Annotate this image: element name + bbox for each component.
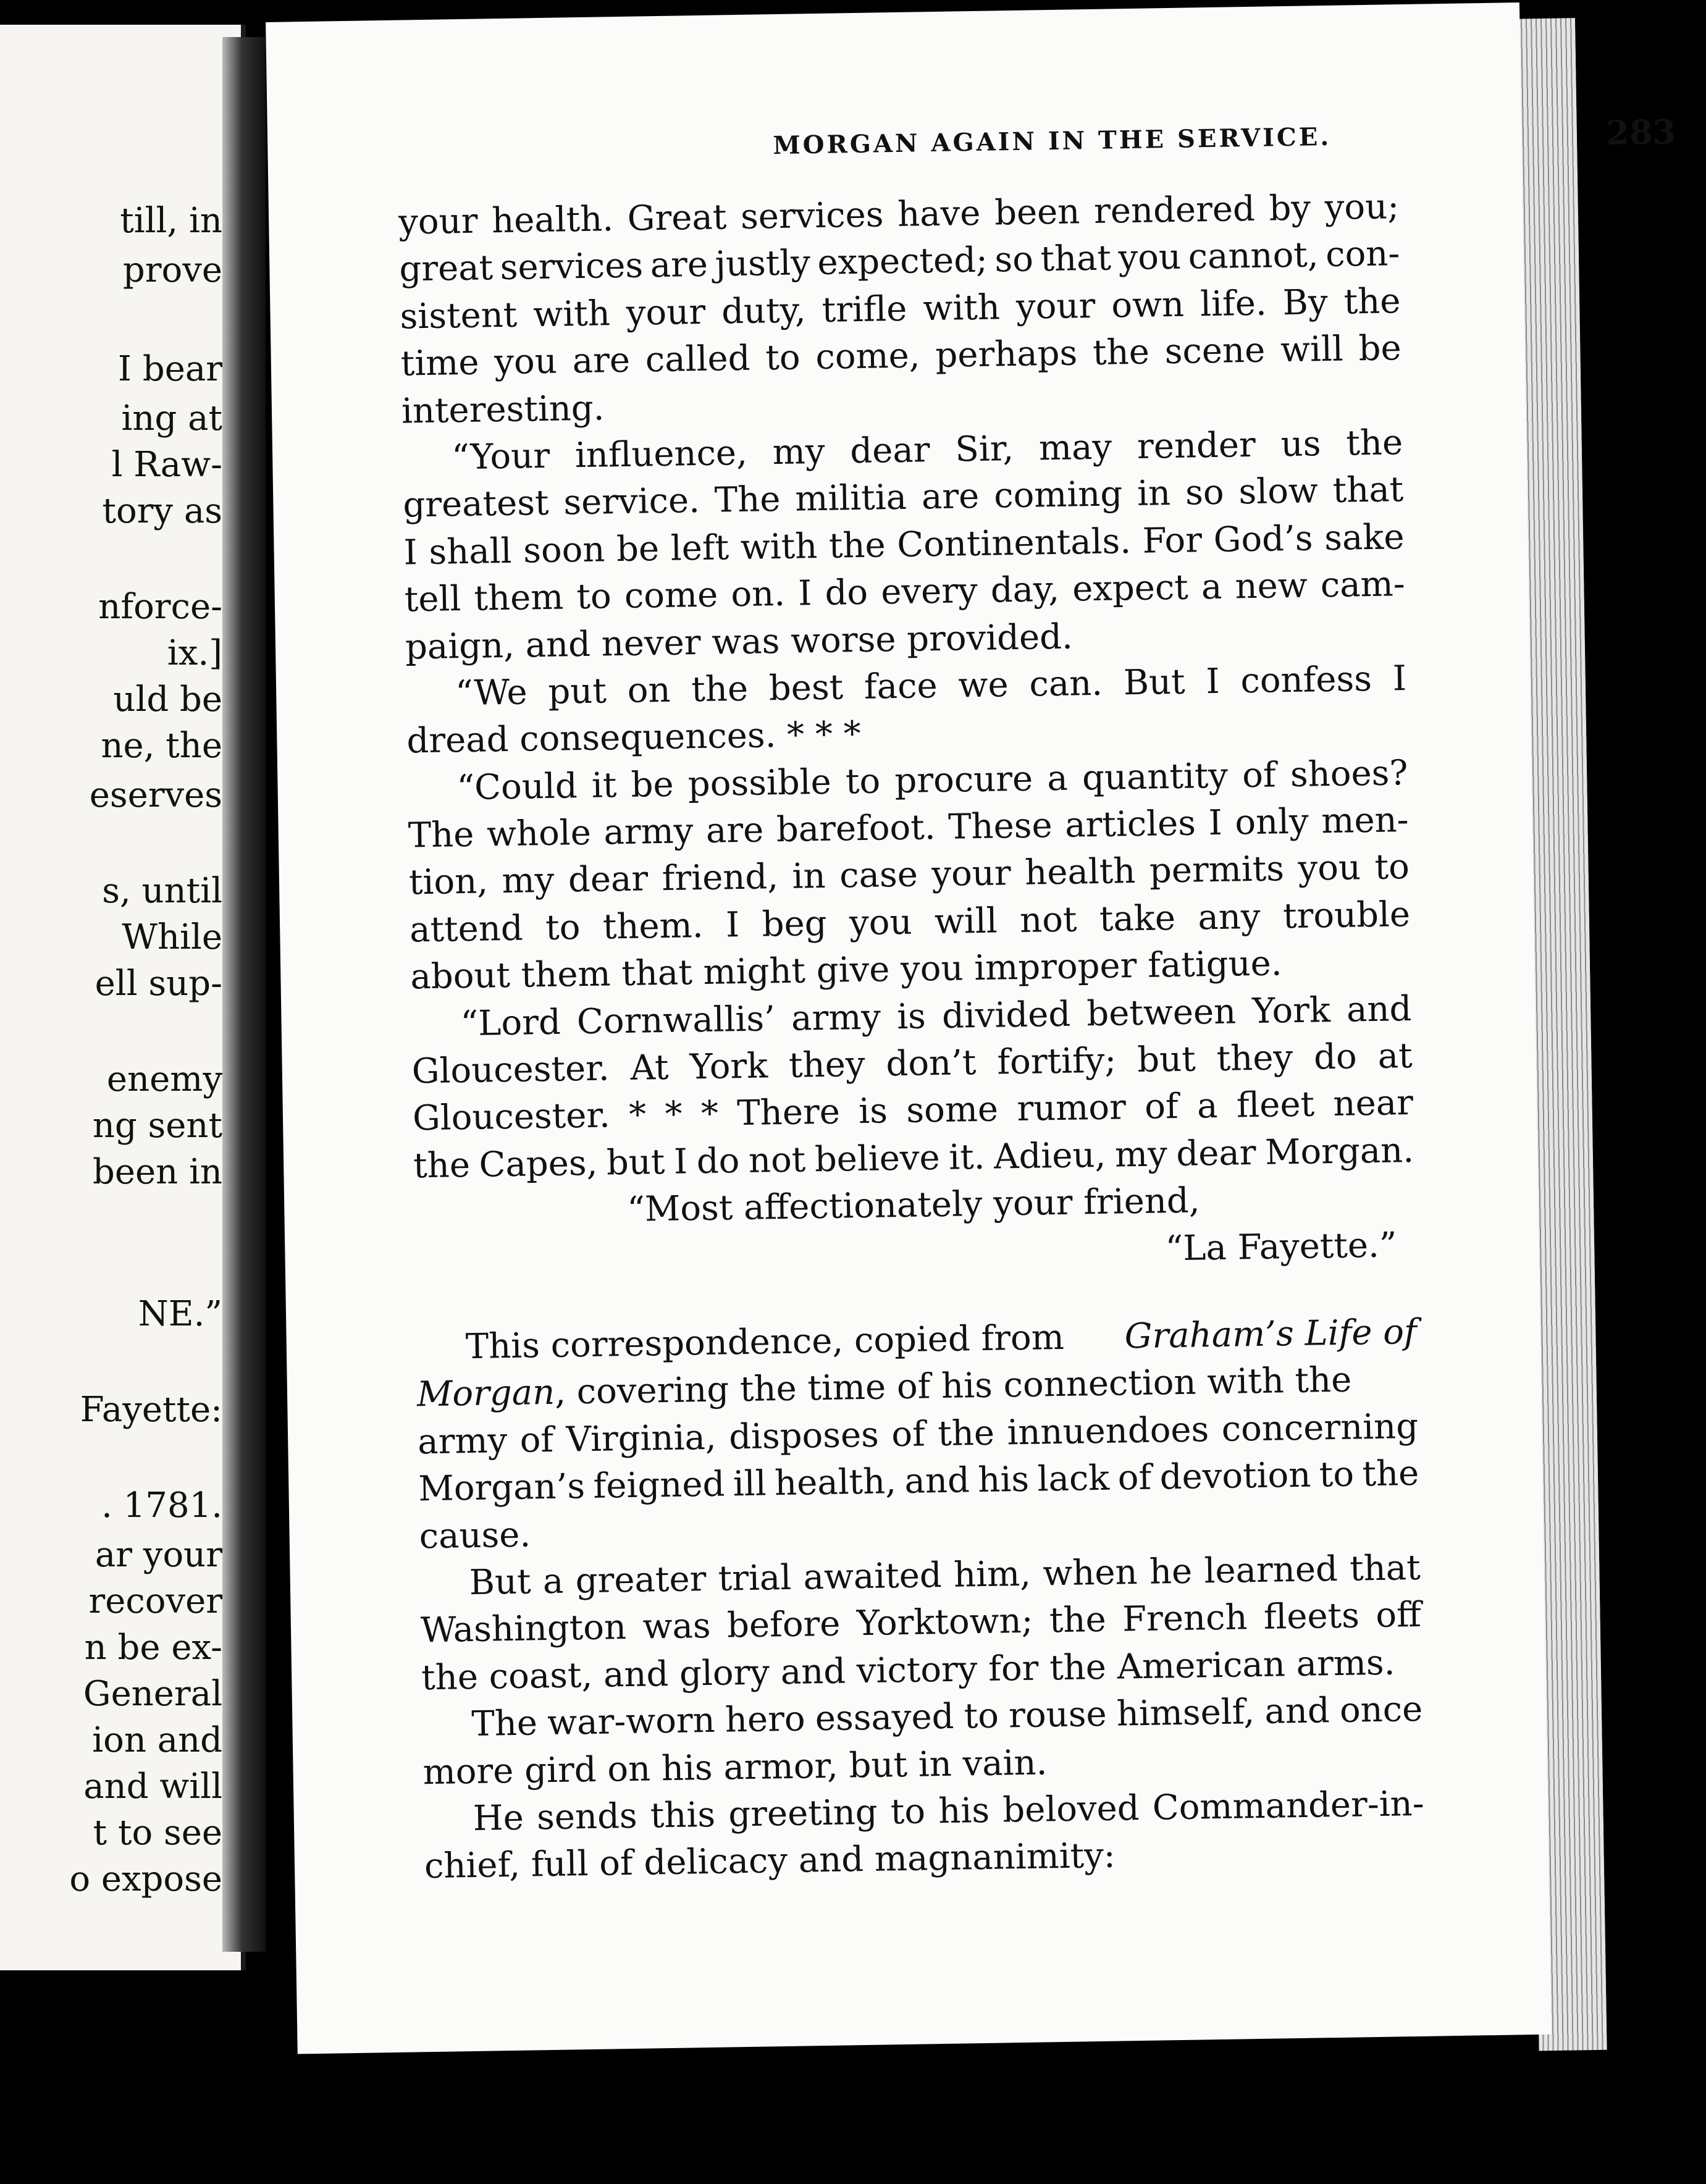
text-line: about them that might give you improper fatigue. xyxy=(410,943,1283,998)
text-line: Gloucester. * * * There is some rumor of a fleet near xyxy=(412,1083,1414,1139)
text-line: cause. xyxy=(419,1514,531,1556)
text-line: more gird on his armor, but in vain. xyxy=(422,1742,1048,1792)
text-line: “We put on the best face we can. But I confess I xyxy=(455,658,1407,714)
text-line: Gloucester. At York they don’t fortify; but they do at xyxy=(411,1036,1413,1092)
book-gutter xyxy=(222,37,266,1952)
text-line: sistent with your duty, trifle with your own life. By the xyxy=(400,280,1401,337)
text-line: tell them to come on. I do every day, expect a new cam- xyxy=(404,564,1406,620)
book-title-italic: Graham’s Life of xyxy=(1124,1311,1418,1357)
left-page-line: uld be xyxy=(113,679,222,720)
text-line: The whole army are barefoot. These articles I only men- xyxy=(408,800,1410,856)
text-line: “Your influence, my dear Sir, may render us the xyxy=(451,422,1403,478)
running-head: MORGAN AGAIN IN THE SERVICE. xyxy=(773,122,1332,161)
left-page-line: s, until xyxy=(102,871,222,911)
text-line: army of Virginia, disposes of the innuendoes concerning xyxy=(417,1406,1419,1463)
text-line: attend to them. I beg you will not take any trouble xyxy=(409,894,1411,951)
text-line: But a greater trial awaited him, when he learned that xyxy=(469,1547,1421,1603)
paragraph-greeting xyxy=(423,1781,1425,1891)
page-header xyxy=(601,104,1676,176)
left-page-line: I bear xyxy=(117,349,222,389)
left-page-line: enemy xyxy=(106,1059,222,1099)
text-line: “Could it be possible to procure a quantity of shoes? xyxy=(456,752,1408,808)
text-line: greatest service. The militia are coming in so slow that xyxy=(402,469,1404,526)
left-page-line: and will xyxy=(83,1766,222,1807)
left-page-line: tory as xyxy=(102,491,222,531)
left-page-line: General xyxy=(83,1674,222,1714)
paragraph-letter-continuation xyxy=(398,183,1403,435)
text-line: great services are justly expected; so that you cannot, con- xyxy=(398,233,1400,290)
text-line: your health. Great services have been rendered by you; xyxy=(398,187,1400,243)
text-line: chief, full of delicacy and magnanimity: xyxy=(424,1835,1116,1887)
left-page-line: nforce- xyxy=(98,587,222,627)
left-page-line: . 1781. xyxy=(101,1485,222,1526)
left-page-line: Fayette: xyxy=(80,1390,222,1430)
left-page-line: ell sup- xyxy=(95,964,222,1004)
left-page-line: t to see xyxy=(93,1813,222,1853)
left-page-line: ne, the xyxy=(101,726,222,766)
text-line: tion, my dear friend, in case your health permits you to xyxy=(408,847,1410,903)
text-line: This correspondence, copied from Graham’s Life of xyxy=(416,1309,1417,1372)
text-line: The war-worn hero essayed to rouse himself, and once xyxy=(471,1689,1423,1745)
left-page-line: ng sent xyxy=(92,1106,222,1146)
left-page-line: been in xyxy=(93,1152,222,1192)
left-page-line: recover xyxy=(88,1581,222,1621)
letter-signature: “La Fayette.” xyxy=(1165,1225,1397,1269)
text-line: interesting. xyxy=(401,387,605,432)
text-line: dread consequences. * * * xyxy=(406,714,862,762)
left-page-line: ar your xyxy=(95,1535,222,1575)
text-line: “Lord Cornwallis’ army is divided between York and xyxy=(460,988,1412,1044)
left-page-line: While xyxy=(122,917,222,957)
letter-valediction: “Most affectionately your friend, xyxy=(626,1180,1201,1230)
text-line: Morgan, covering the time of his connection with the xyxy=(416,1359,1352,1415)
left-page-line: eserves xyxy=(89,775,222,815)
left-page-line: NE.” xyxy=(138,1294,222,1334)
paragraph-best-face xyxy=(406,655,1408,765)
paragraph-cornwallis xyxy=(411,986,1414,1190)
book-title-italic: Morgan xyxy=(416,1372,555,1415)
left-page-line: prove xyxy=(122,250,222,290)
text-line: Morgan’s feigned ill health, and his lack of devotion to the xyxy=(418,1453,1419,1510)
text-line: I shall soon be left with the Continentals. For God’s sake xyxy=(403,516,1405,573)
body-text xyxy=(398,183,1426,1891)
main-page xyxy=(266,2,1676,2054)
left-page-line: l Raw- xyxy=(111,445,222,485)
left-page-line: o expose xyxy=(69,1859,222,1899)
paragraph-greater-trial xyxy=(419,1545,1422,1702)
left-page-line: till, in xyxy=(120,201,222,241)
page-number: 283 xyxy=(1605,112,1676,153)
left-page-line: n be ex- xyxy=(84,1628,222,1668)
text-line: Washington was before Yorktown; the French fleets off xyxy=(420,1595,1422,1651)
text-line: the coast, and glory and victory for the American arms. xyxy=(421,1642,1395,1699)
text-line: the Capes, but I do not believe it. Adieu, my dear Morgan. xyxy=(413,1130,1414,1186)
paragraph-influence xyxy=(402,419,1406,671)
left-page-line: ion and xyxy=(92,1720,222,1760)
paragraph-correspondence xyxy=(416,1309,1420,1560)
text-line: He sends this greeting to his beloved Commander-in- xyxy=(473,1783,1425,1839)
paragraph-shoes xyxy=(407,750,1411,1001)
left-facing-page xyxy=(0,25,246,1970)
left-page-line: ix.] xyxy=(167,633,222,673)
paragraph-war-worn-hero xyxy=(422,1686,1424,1796)
text-line: time you are called to come, perhaps the scene will be xyxy=(400,328,1402,384)
left-page-line: ing at xyxy=(121,398,222,439)
text-line: paign, and never was worse provided. xyxy=(405,616,1074,668)
